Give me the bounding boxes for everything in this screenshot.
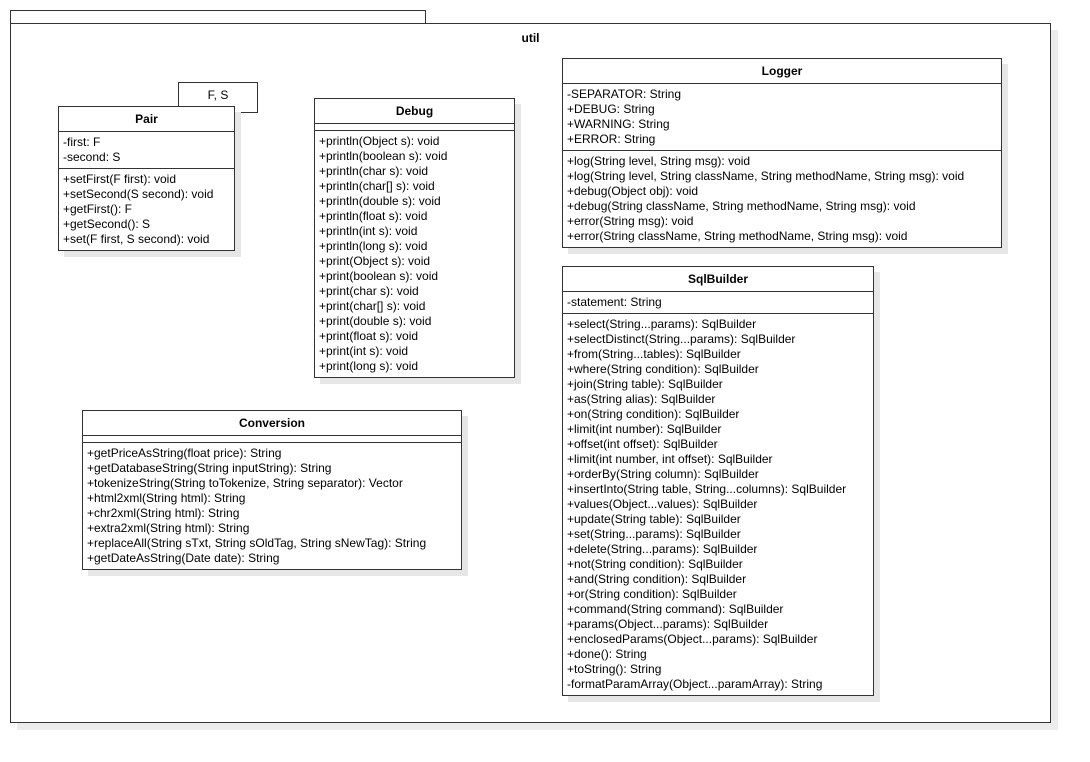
operation-line: +where(String condition): SqlBuilder (567, 362, 759, 376)
operation-line: +println(char[] s): void (319, 179, 435, 193)
operations-section (563, 151, 1001, 247)
operation-line: +limit(int number): SqlBuilder (567, 422, 722, 436)
operation-line: +update(String table): SqlBuilder (567, 512, 741, 526)
operation-line: +error(String msg): void (567, 214, 694, 228)
operation-line: +join(String table): SqlBuilder (567, 377, 723, 391)
operation-line: +print(int s): void (319, 344, 409, 358)
operations-section (83, 443, 461, 569)
attributes-section (563, 84, 1001, 151)
class-name: Logger (563, 59, 1001, 84)
operation-line: +log(String level, String className, String methodName, String msg): void (567, 169, 965, 183)
operation-line: +println(int s): void (319, 224, 418, 238)
attribute-line: -SEPARATOR: String (567, 87, 682, 101)
operation-line: +print(char s): void (319, 284, 419, 298)
class-name: SqlBuilder (563, 267, 873, 292)
operation-line: +getPriceAsString(float price): String (87, 446, 282, 460)
operation-line: +print(float s): void (319, 329, 419, 343)
operations-section (315, 131, 514, 377)
attribute-line: -second: S (63, 150, 121, 164)
operation-line: +delete(String...params): SqlBuilder (567, 542, 758, 556)
class-name: Pair (59, 107, 234, 132)
operation-line: +orderBy(String column): SqlBuilder (567, 467, 759, 481)
operation-line: +println(Object s): void (319, 134, 440, 148)
operation-line: +error(String className, String methodName, String msg): void (567, 229, 908, 243)
operation-line: +selectDistinct(String...params): SqlBuilder (567, 332, 796, 346)
operation-line: +html2xml(String html): String (87, 491, 246, 505)
operation-line: +debug(Object obj): void (567, 184, 699, 198)
class-debug[interactable] (314, 98, 515, 378)
class-name: Debug (315, 99, 514, 124)
operation-line: +on(String condition): SqlBuilder (567, 407, 740, 421)
operation-line: +extra2xml(String html): String (87, 521, 250, 535)
attributes-section (83, 436, 461, 443)
operation-line: +and(String condition): SqlBuilder (567, 572, 747, 586)
operation-line: +getDateAsString(Date date): String (87, 551, 280, 565)
operation-line: +print(long s): void (319, 359, 419, 373)
attribute-line: +WARNING: String (567, 117, 670, 131)
operation-line: +command(String command): SqlBuilder (567, 602, 784, 616)
operation-line: +println(boolean s): void (319, 149, 448, 163)
operation-line: +set(String...params): SqlBuilder (567, 527, 741, 541)
operation-line: +chr2xml(String html): String (87, 506, 240, 520)
operation-line: +limit(int number, int offset): SqlBuilder (567, 452, 773, 466)
operation-line: +print(double s): void (319, 314, 432, 328)
pair-type-parameters: F, S (178, 82, 258, 113)
class-pair[interactable] (58, 106, 235, 251)
class-logger[interactable] (562, 58, 1002, 248)
operation-line: +setFirst(F first): void (63, 172, 177, 186)
operation-line: +println(float s): void (319, 209, 428, 223)
operation-line: +or(String condition): SqlBuilder (567, 587, 737, 601)
operation-line: +select(String...params): SqlBuilder (567, 317, 757, 331)
operation-line: +print(Object s): void (319, 254, 431, 268)
attribute-line: +ERROR: String (567, 132, 656, 146)
attributes-section (563, 292, 873, 314)
operation-line: +replaceAll(String sTxt, String sOldTag, String sNewTag): String (87, 536, 427, 550)
operation-line: +insertInto(String table, String...columns): SqlBuilder (567, 482, 847, 496)
operation-line: +getDatabaseString(String inputString): String (87, 461, 332, 475)
operation-line: +println(long s): void (319, 239, 428, 253)
operation-line: +tokenizeString(String toTokenize, String separator): Vector (87, 476, 403, 490)
attribute-line: +DEBUG: String (567, 102, 655, 116)
operation-line: +enclosedParams(Object...params): SqlBuilder (567, 632, 818, 646)
operation-line: +println(char s): void (319, 164, 429, 178)
package-tab (10, 10, 426, 24)
operation-line: +params(Object...params): SqlBuilder (567, 617, 769, 631)
operation-line: +values(Object...values): SqlBuilder (567, 497, 758, 511)
attribute-line: -statement: String (567, 295, 662, 309)
operation-line: +from(String...tables): SqlBuilder (567, 347, 741, 361)
operation-line: +log(String level, String msg): void (567, 154, 751, 168)
operation-line: +print(char[] s): void (319, 299, 426, 313)
class-name: Conversion (83, 411, 461, 436)
operation-line: +done(): String (567, 647, 647, 661)
operation-line: +debug(String className, String methodName, String msg): void (567, 199, 916, 213)
attribute-line: -first: F (63, 135, 101, 149)
operation-line: +getFirst(): F (63, 202, 133, 216)
class-conversion[interactable] (82, 410, 462, 570)
operation-line: +toString(): String (567, 662, 662, 676)
operation-line: +offset(int offset): SqlBuilder (567, 437, 718, 451)
attributes-section (59, 132, 234, 169)
package-name: util (521, 31, 540, 45)
operations-section (563, 314, 873, 695)
operation-line: -formatParamArray(Object...paramArray): String (567, 677, 823, 691)
operation-line: +setSecond(S second): void (63, 187, 214, 201)
operation-line: +println(double s): void (319, 194, 441, 208)
operation-line: +set(F first, S second): void (63, 232, 210, 246)
class-sqlbuilder[interactable] (562, 266, 874, 696)
operation-line: +not(String condition): SqlBuilder (567, 557, 743, 571)
operation-line: +as(String alias): SqlBuilder (567, 392, 716, 406)
operation-line: +print(boolean s): void (319, 269, 439, 283)
attributes-section (315, 124, 514, 131)
operations-section (59, 169, 234, 250)
operation-line: +getSecond(): S (63, 217, 151, 231)
